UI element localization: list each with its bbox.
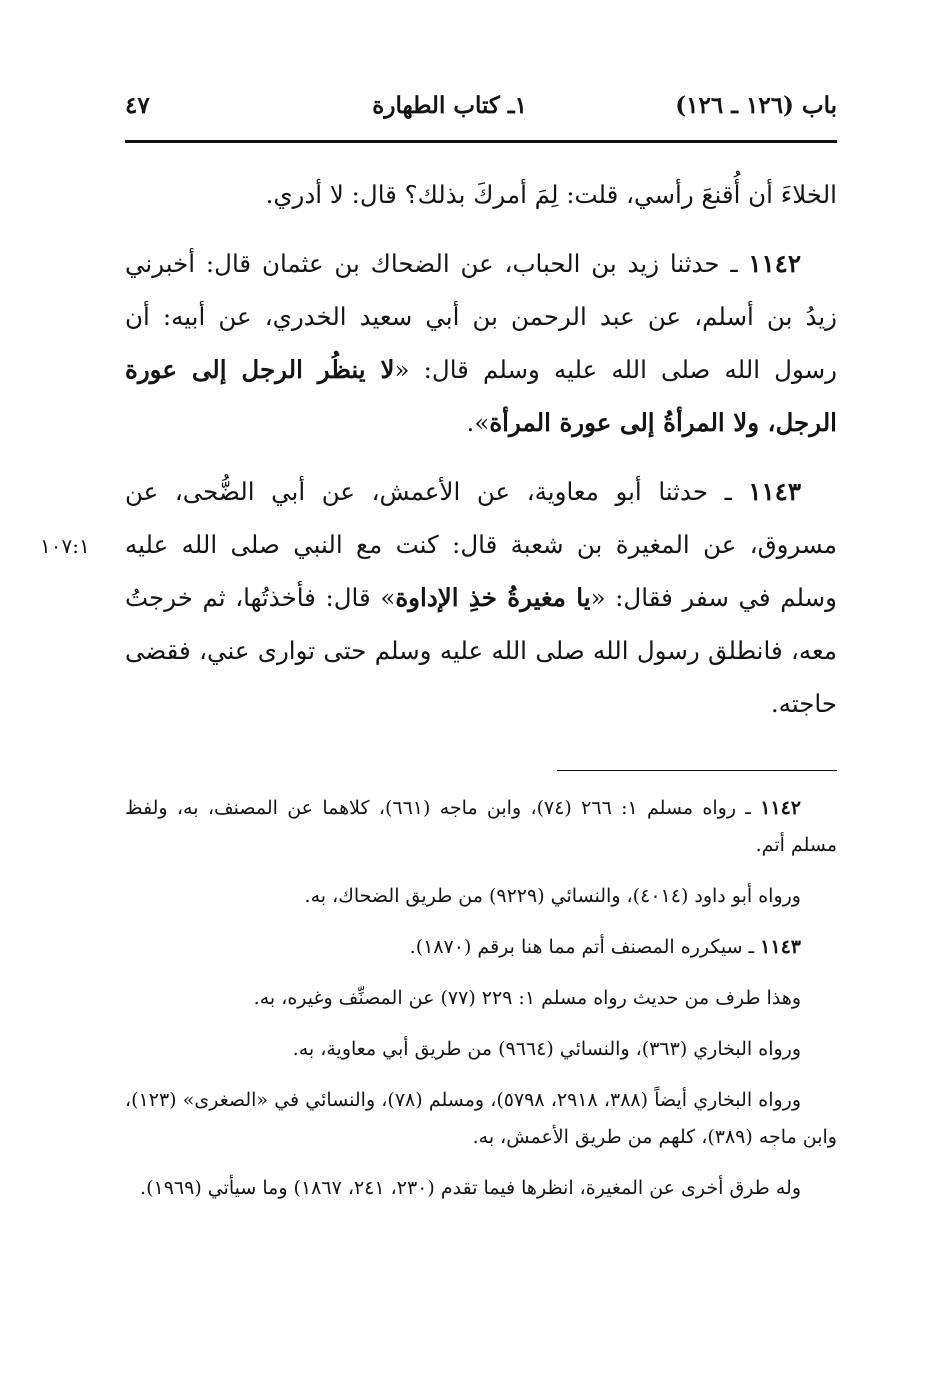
footnote-text: وله طرق أخرى عن المغيرة، انظرها فيما تقدم (٢٣٠، ٢٤١، ١٨٦٧) وما سيأتي (١٩٦٩). xyxy=(140,1177,801,1199)
header-rule xyxy=(125,140,837,143)
footnote-text: ورواه أبو داود (٤٠١٤)، والنسائي (٩٢٢٩) من طريق الضحاك، به. xyxy=(304,885,801,907)
margin-reference: ١٠٧:١ xyxy=(40,534,90,558)
hadith-quote: لا ينظُر الرجل إلى عورة الرجل، ولا المرأةُ إلى عورة المرأة xyxy=(125,355,837,437)
page-number: ٤٧ xyxy=(125,92,150,119)
book-title: ١ـ كتاب الطهارة xyxy=(372,92,527,119)
page-header xyxy=(125,92,837,132)
hadith-1142 xyxy=(125,237,837,449)
footnotes xyxy=(125,790,837,1221)
footnote xyxy=(125,929,837,966)
footnote-number: ١١٤٢ xyxy=(760,797,802,819)
hadith-text-end: » قال: فأخذتُها، ثم خرجتُ معه، فانطلق رسول الله صلى الله عليه وسلم حتى توارى عني، فقضى حاجته. xyxy=(125,583,837,718)
hadith-text: ـ حدثنا زيد بن الحباب، عن الضحاك بن عثمان قال: أخبرني زيدُ بن أسلم، عن عبد الرحمن بن أبي سعيد الخدري، عن أبيه: أن رسول الله صلى الله عليه وسلم قال: « xyxy=(125,249,837,384)
footnote-text: وهذا طرف من حديث رواه مسلم ١: ٢٢٩ (٧٧) عن المصنِّف وغيره، به. xyxy=(253,987,801,1009)
hadith-text-end: ». xyxy=(466,408,490,437)
continuation-paragraph xyxy=(125,168,837,221)
footnote-text: ورواه البخاري أيضاً (٣٨٨، ٢٩١٨، ٥٧٩٨)، ومسلم (٧٨)، والنسائي في «الصغرى» (١٢٣)، وابن ماجه (٣٨٩)، كلهم من طريق الأعمش، به. xyxy=(125,1089,837,1148)
footnote-separator xyxy=(557,770,837,771)
hadith-1143 xyxy=(125,465,837,730)
footnote-text: ـ رواه مسلم ١: ٢٦٦ (٧٤)، وابن ماجه (٦٦١)، كلاهما عن المصنف، به، ولفظ مسلم أتم. xyxy=(125,797,837,856)
footnote xyxy=(125,1082,837,1156)
hadith-number: ١١٤٢ xyxy=(748,249,801,278)
hadith-text: ـ حدثنا أبو معاوية، عن الأعمش، عن أبي الضُّحى، عن مسروق، عن المغيرة بن شعبة قال: كنت مع النبي صلى الله عليه وسلم في سفر فقال: « xyxy=(125,477,837,612)
footnote-text: ـ سيكرره المصنف أتم مما هنا برقم (١٨٧٠). xyxy=(409,936,761,958)
footnote-text: ورواه البخاري (٣٦٣)، والنسائي (٩٦٦٤) من طريق أبي معاوية، به. xyxy=(292,1038,801,1060)
continuation-text: الخلاءَ أن أُقنعَ رأسي، قلت: لِمَ أمركَ بذلك؟ قال: لا أدري. xyxy=(265,180,837,209)
footnote xyxy=(125,878,837,915)
footnote xyxy=(125,980,837,1017)
chapter-title: باب (١٢٦ ـ ١٢٦) xyxy=(675,92,837,119)
main-text xyxy=(125,168,837,738)
footnote-number: ١١٤٣ xyxy=(760,936,801,958)
footnote xyxy=(125,1170,837,1207)
hadith-quote: يا مغيرةُ خذِ الإداوة xyxy=(395,583,591,612)
footnote xyxy=(125,1031,837,1068)
hadith-number: ١١٤٣ xyxy=(748,477,801,506)
footnote xyxy=(125,790,837,864)
